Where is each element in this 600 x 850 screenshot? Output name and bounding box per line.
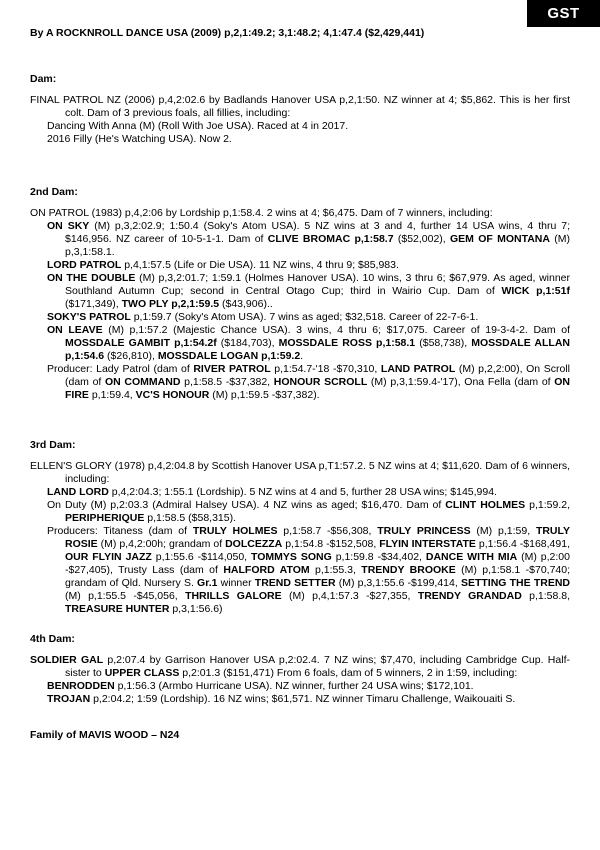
family-line: Family of MAVIS WOOD – N24 [30, 729, 180, 741]
pedigree-paragraph: Producer: Lady Patrol (dam of RIVER PATROL p,1:54.7-'18 -$70,310, LAND PATROL (M) p,2,2:00), On Scroll (dam of ON COMMAND p,1:58.5 -$37,382, HONOUR SCROLL (M) p,3,1:59.4-'17), Ona Fella (dam of ON FIRE p,1:59.4, VC'S HONOUR (M) p,1:59.5 -$37,382). [47, 363, 571, 401]
section-fourth-dam [30, 633, 570, 706]
pedigree-paragraph: Dancing With Anna (M) (Roll With Joe USA). Raced at 4 in 2017. [47, 120, 349, 132]
pedigree-paragraph: ON THE DOUBLE (M) p,3,2:01.7; 1:59.1 (Holmes Hanover USA). 10 wins, 3 thru 6; $67,979. As aged, winner Southland Autumn Cup; second in Central Otago Cup; third in Wairio Cup. Dam of WICK p,1:51f ($171,349), TWO PLY p,2,1:59.5 ($43,906).. [47, 272, 571, 310]
pedigree-sections [30, 73, 570, 706]
gst-badge: GST [527, 0, 600, 27]
section-third-dam [30, 439, 570, 616]
pedigree-paragraph: On Duty (M) p,2:03.3 (Admiral Halsey USA). 4 NZ wins as aged; $16,470. Dam of CLINT HOLMES p,1:59.2, PERIPHERIQUE p,1:58.5 ($58,315). [47, 499, 570, 524]
pedigree-paragraph: BENRODDEN p,1:56.3 (Armbo Hurricane USA). NZ winner, further 24 USA wins; $172,101. [47, 680, 474, 692]
pedigree-paragraph: LAND LORD p,4,2:04.3; 1:55.1 (Lordship). 5 NZ wins at 4 and 5, further 28 USA wins; $145,994. [47, 486, 497, 498]
section-second-dam [30, 186, 570, 402]
pedigree-paragraph: ON SKY (M) p,3,2:02.9; 1:50.4 (Soky's Atom USA). 5 NZ wins at 3 and 4, further 14 USA wins, 4 thru 7; $146,956. NZ career of 10-5-1-1. Dam of CLIVE BROMAC p,1:58.7 ($52,002), GEM OF MONTANA (M) p,3,1:58.1. [47, 220, 570, 258]
section-heading: 4th Dam: [30, 633, 75, 645]
pedigree-paragraph: ELLEN'S GLORY (1978) p,4,2:04.8 by Scottish Hanover USA p,T1:57.2. 5 NZ wins at 4; $11,620. Dam of 6 winners, including: [30, 460, 570, 485]
pedigree-paragraph: LORD PATROL p,4,1:57.5 (Life or Die USA). 11 NZ wins, 4 thru 9; $85,983. [47, 259, 399, 271]
pedigree-paragraph: TROJAN p,2:04.2; 1:59 (Lordship). 16 NZ wins; $61,571. NZ winner Timaru Challenge, Waikouaiti S. [47, 693, 516, 705]
section-heading: 2nd Dam: [30, 186, 78, 198]
pedigree-paragraph: SOKY'S PATROL p,1:59.7 (Soky's Atom USA). 7 wins as aged; $32,518. Career of 22-7-6-1. [47, 311, 479, 323]
pedigree-paragraph: ON PATROL (1983) p,4,2:06 by Lordship p,1:58.4. 2 wins at 4; $6,475. Dam of 7 winners, including: [30, 207, 493, 219]
section-heading: Dam: [30, 73, 57, 85]
pedigree-paragraph: ON LEAVE (M) p,1:57.2 (Majestic Chance USA). 3 wins, 4 thru 6; $17,075. Career of 19-3-4-2. Dam of MOSSDALE GAMBIT p,1:54.2f ($184,703), MOSSDALE ROSS p,1:58.1 ($58,738), MOSSDALE ALLAN p,1:54.6 ($26,810), MOSSDALE LOGAN p,1:59.2. [47, 324, 571, 362]
pedigree-paragraph: 2016 Filly (He's Watching USA). Now 2. [47, 133, 232, 145]
sire-line: By A ROCKNROLL DANCE USA (2009) p,2,1:49.2; 3,1:48.2; 4,1:47.4 ($2,429,441) [30, 27, 425, 39]
pedigree-paragraph: Producers: Titaness (dam of TRULY HOLMES p,1:58.7 -$56,308, TRULY PRINCESS (M) p,1:59, TRULY ROSIE (M) p,4,2:00h; grandam of DOLCEZZA p,1:54.8 -$152,508, FLYIN INTERSTATE p,1:56.4 -$168,491, OUR FLYIN JAZZ p,1:55.6 -$114,050, TOMMYS SONG p,1:59.8 -$34,402, DANCE WITH MIA (M) p,2:00 -$27,405), Trusty Lass (dam of HALFORD ATOM p,1:55.3, TRENDY BROOKE (M) p,1:58.1 -$70,740; grandam of Qld. Nursery S. Gr.1 winner TREND SETTER (M) p,3,1:55.6 -$199,414, SETTING THE TREND (M) p,1:55.5 -$45,056, THRILLS GALORE (M) p,4,1:57.3 -$27,355, TRENDY GRANDAD p,1:58.8, TREASURE HUNTER p,3,1:56.6) [47, 525, 571, 615]
pedigree-paragraph: FINAL PATROL NZ (2006) p,4,2:02.6 by Badlands Hanover USA p,2,1:50. NZ winner at 4; $5,862. This is her first colt. Dam of 3 previous foals, all fillies, including: [30, 94, 570, 119]
section-dam [30, 73, 570, 146]
pedigree-paragraph: SOLDIER GAL p,2:07.4 by Garrison Hanover USA p,2:02.4. 7 NZ wins; $7,470, including Cambridge Cup. Half-sister to UPPER CLASS p,2:01.3 ($151,471) From 6 foals, dam of 5 winners, 2 in 1:59, including: [30, 654, 570, 679]
section-heading: 3rd Dam: [30, 439, 76, 451]
